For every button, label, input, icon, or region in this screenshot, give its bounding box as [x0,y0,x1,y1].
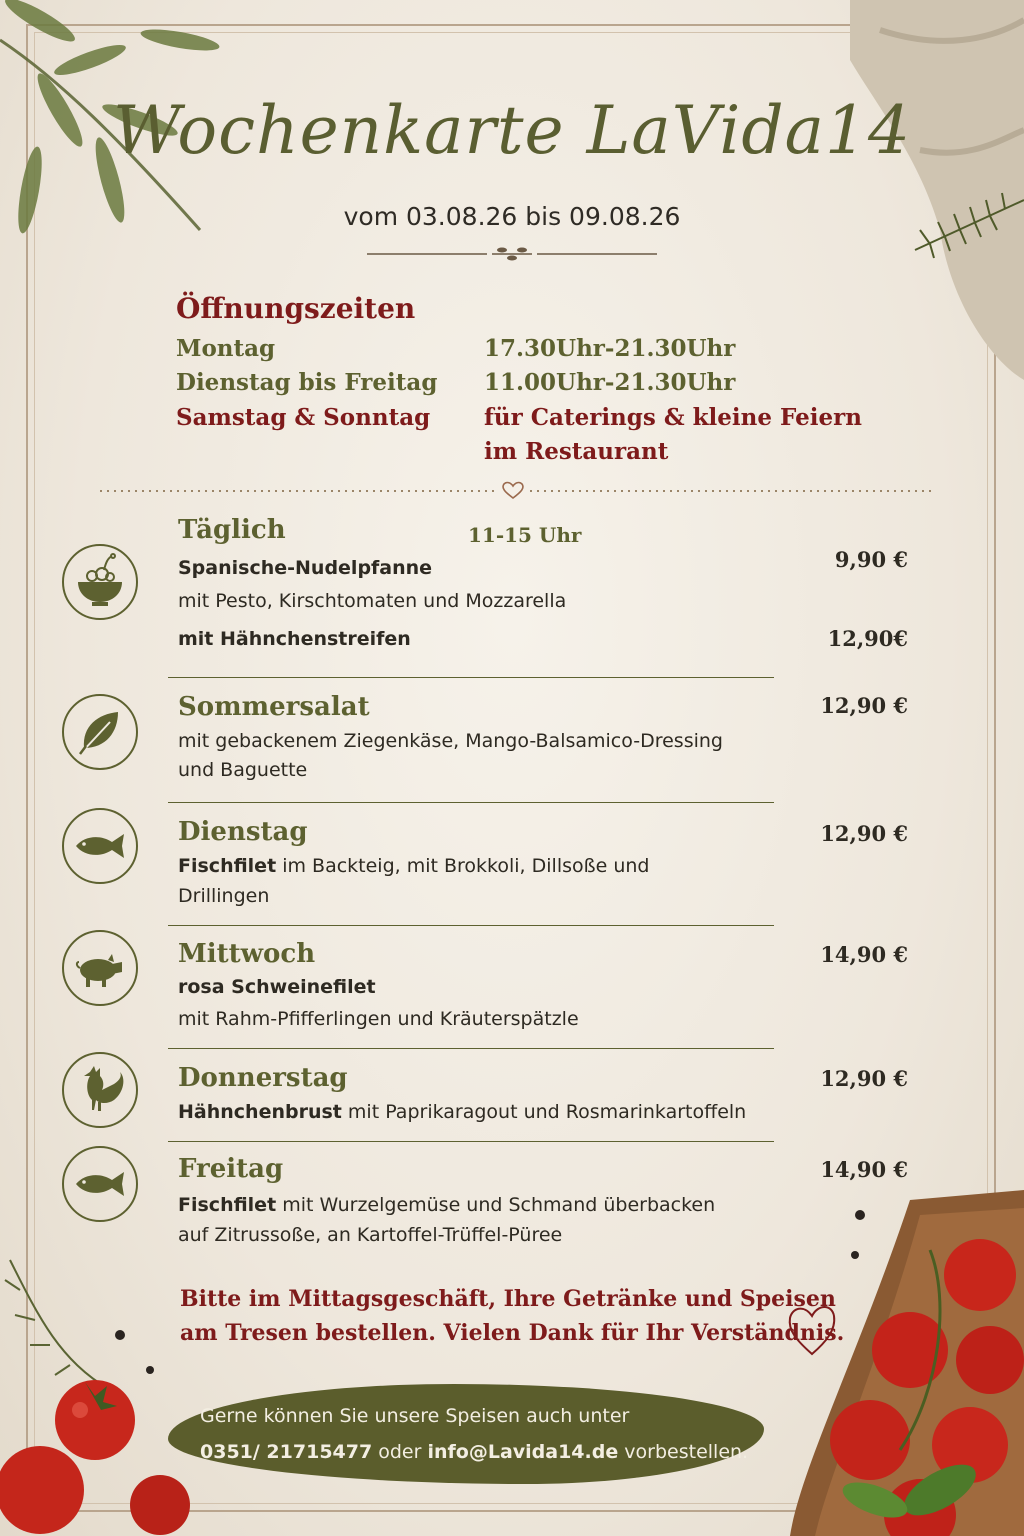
item-title-donnerstag: Donnerstag [178,1063,348,1093]
fish-icon [62,808,138,884]
item-dish-dienstag: Fischfilet [178,855,277,877]
item-price-dienstag: 12,90 € [820,821,908,846]
item-desc2-sommersalat: und Baguette [178,759,308,781]
item-title-dienstag: Dienstag [178,817,308,847]
footer-tail: vorbestellen. [624,1441,749,1463]
item-desc-sommersalat: mit gebackenem Ziegenkäse, Mango-Balsamico-Dressing [178,730,723,752]
heart-icon [784,1296,840,1360]
hours-time-weekend: für Caterings & kleine Feiern [484,404,862,431]
item-title-taeglich: Täglich [178,515,286,545]
footer-oder: oder [378,1441,422,1463]
pasta-bowl-icon [62,544,138,620]
pig-icon [62,930,138,1006]
item-dish-mittwoch: rosa Schweinefilet [178,976,376,998]
dotted-heart-divider [100,480,934,502]
item-desc-freitag [178,1190,715,1221]
item-desc-text-dienstag: im Backteig, mit Brokkoli, Dillsoße und [282,855,650,877]
item-title-sommersalat: Sommersalat [178,692,370,722]
hours-day-weekend: Samstag & Sonntag [176,404,431,431]
divider-line [168,1141,774,1142]
item-price-mittwoch: 14,90 € [820,942,908,967]
item-price-taeglich: 9,90 € [834,547,908,572]
item-dish-taeglich: Spanische-Nudelpfanne [178,557,433,579]
item-dish-donnerstag: Hähnchenbrust [178,1101,342,1123]
fish-icon [62,1146,138,1222]
item-extra-price-taeglich: 12,90€ [827,626,908,651]
item-price-freitag: 14,90 € [820,1157,908,1182]
tomato-board-decoration [780,1190,1024,1536]
ornament-divider [367,242,657,266]
item-desc-donnerstag [178,1097,746,1128]
rooster-icon [62,1052,138,1128]
divider-line [168,925,774,926]
item-desc2-dienstag: Drillingen [178,885,270,907]
hours-time-weekend-line2: im Restaurant [484,438,669,465]
item-price-donnerstag: 12,90 € [820,1066,908,1091]
hours-time-monday: 17.30Uhr-21.30Uhr [484,335,736,362]
hours-day-monday: Montag [176,335,276,362]
item-dish-freitag: Fischfilet [178,1194,277,1216]
email-link[interactable]: info@Lavida14.de [427,1441,619,1463]
footer-line1: Gerne können Sie unsere Speisen auch unter [200,1405,630,1427]
footer-line2 [200,1434,748,1470]
divider-line [168,677,774,678]
linen-cloth-decoration [820,0,1024,380]
item-title-freitag: Freitag [178,1154,284,1184]
notice-line2: am Tresen bestellen. Vielen Dank für Ihr Verständnis. [180,1320,845,1346]
hours-day-weekdays: Dienstag bis Freitag [176,369,438,396]
phone-number[interactable]: 0351/ 21715477 [200,1441,373,1463]
item-price-sommersalat: 12,90 € [820,693,908,718]
date-range: vom 03.08.26 bis 09.08.26 [343,202,681,231]
item-desc-text-donnerstag: mit Paprikaragout und Rosmarinkartoffeln [347,1101,747,1123]
item-desc-mittwoch: mit Rahm-Pfifferlingen und Kräuterspätzle [178,1008,579,1030]
item-hours-taeglich: 11-15 Uhr [468,523,582,547]
item-desc-taeglich: mit Pesto, Kirschtomaten und Mozzarella [178,590,567,612]
hours-heading: Öffnungszeiten [176,292,416,325]
item-title-mittwoch: Mittwoch [178,939,316,969]
hours-time-weekdays: 11.00Uhr-21.30Uhr [484,369,736,396]
tomato-decoration-left [0,1240,210,1536]
leaf-icon [62,694,138,770]
item-desc-dienstag [178,851,649,882]
divider-line [168,802,774,803]
notice-line1: Bitte im Mittagsgeschäft, Ihre Getränke und Speisen [180,1286,836,1312]
item-desc2-freitag: auf Zitrussoße, an Kartoffel-Trüffel-Püree [178,1224,563,1246]
item-extra-taeglich: mit Hähnchenstreifen [178,628,411,650]
item-desc-text-freitag: mit Wurzelgemüse und Schmand überbacken [282,1194,716,1216]
page-title: Wochenkarte LaVida14 [113,92,911,169]
divider-line [168,1048,774,1049]
